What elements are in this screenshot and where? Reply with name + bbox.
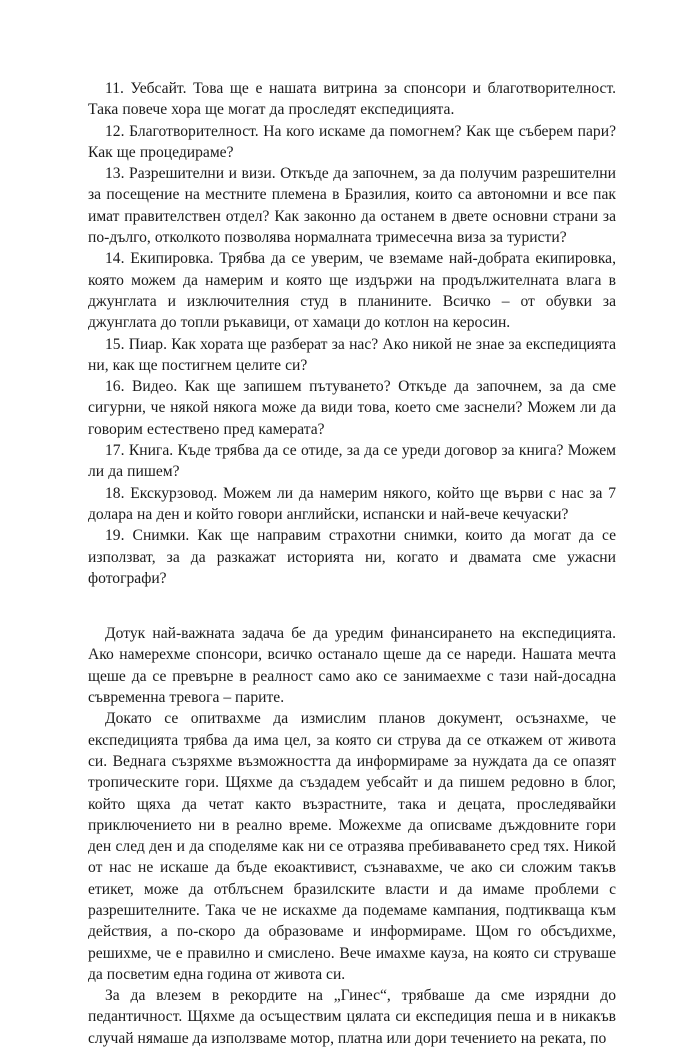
list-item-15: 15. Пиар. Как хората ще разберат за нас? Ако никой не знае за експедицията ни, как ще постигнем целите си? — [88, 335, 616, 374]
document-page — [88, 78, 616, 1049]
list-item-16: 16. Видео. Как ще запишем пътуването? Откъде да започнем, за да сме сигурни, че някой някога може да види това, което сме заснели? Можем ли да говорим естествено пред камерата? — [88, 378, 616, 438]
paragraph-financing: Дотук най-важната задача бе да уредим финансирането на експедицията. Ако намерехме спонсори, всичко останало щеше да се нареди. Нашата мечта щеше да се превърне в реалност само ако се занимаехме с тази най-досадна съвременна тревога – парите. — [88, 625, 616, 707]
section-spacer — [88, 589, 616, 623]
list-item-14: 14. Екипировка. Трябва да се уверим, че вземаме най-добрата екипировка, която можем да намерим и която ще издържи на продължителната влага в джунглата и изключителния студ в планините. Всичко – от обувки за джунглата до топли ръкавици, от хамаци до котлон на керосин. — [88, 250, 616, 332]
list-item-18: 18. Екскурзовод. Можем ли да намерим някого, който ще върви с нас за 7 долара на ден и който говори английски, испански и най-вече кечуаски? — [88, 484, 616, 523]
paragraph-cause: Докато се опитвахме да измислим планов документ, осъзнахме, че експедицията трябва да има цел, за която си струва да се откажем от живота си. Веднага съзряхме възможността да информираме за нуждата да се опазят тропическите гори. Щяхме да създадем уебсайт и да пишем редовно в блог, който щяха да четат както възрастните, така и децата, проследявайки приключението ни в реално време. Можехме да описваме дъждовните гори ден след ден и да споделяме как ни се отразява пребиваването сред тях. Никой от нас не искаше да бъде екоактивист, съзнавахме, че ако си сложим такъв етикет, може да отблъснем бразилските власти и да имаме проблеми с разрешителните. Така че не искахме да подемаме кампания, подтикваща към действия, а по-скоро да образоваме и информираме. Щом го обсъдихме, решихме, че е правилно и смислено. Вече имахме кауза, на която си струваше да посветим една година от живота си. — [88, 710, 616, 983]
list-item-12: 12. Благотворителност. На кого искаме да помогнем? Как ще съберем пари? Как ще процедираме? — [88, 122, 616, 161]
paragraph-guinness: За да влезем в рекордите на „Гинес“, трябваше да сме изрядни до педантичност. Щяхме да осъществим цялата си експедиция пеша и в никакъв случай нямаше да използваме мотор, платна или дори течението на реката, по — [88, 987, 616, 1047]
list-item-17: 17. Книга. Къде трябва да се отиде, за да се уреди договор за книга? Можем ли да пишем? — [88, 442, 616, 481]
list-item-19: 19. Снимки. Как ще направим страхотни снимки, които да могат да се използват, за да разкажат историята ни, когато и двамата сме ужасни фотографи? — [88, 527, 616, 587]
list-item-13: 13. Разрешителни и визи. Откъде да започнем, за да получим разрешителни за посещение на местните племена в Бразилия, които са автономни и все пак имат правителствен отдел? Как законно да останем в двете основни страни за по-дълго, отколкото позволява нормалната тримесечна виза за туристи? — [88, 165, 616, 247]
list-item-11: 11. Уебсайт. Това ще е нашата витрина за спонсори и благотворителност. Така повече хора ще могат да проследят експедицията. — [88, 80, 616, 119]
numbered-list — [88, 78, 616, 589]
body-text — [88, 623, 616, 1049]
